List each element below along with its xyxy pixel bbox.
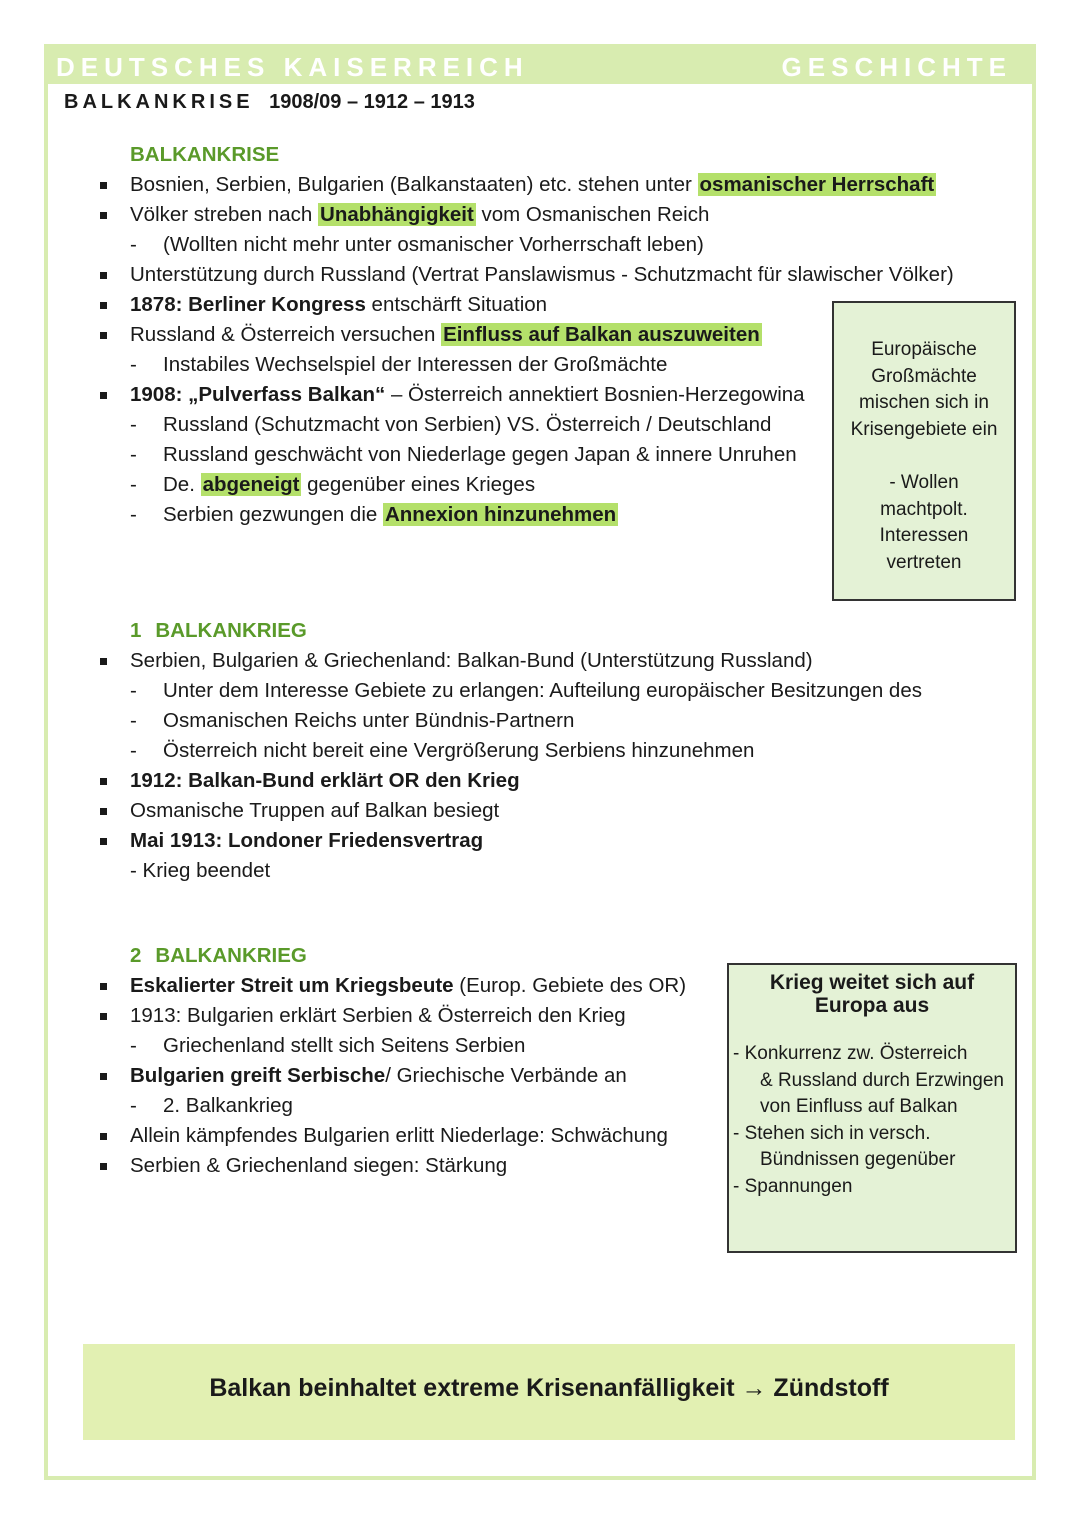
summary-banner: Balkan beinhaltet extreme Krisenanfälligkeit → Zündstoff <box>83 1344 1015 1440</box>
section-balkankrieg-2 <box>96 941 686 1181</box>
list-subitem: - De. abgeneigt gegenüber eines Krieges <box>96 470 954 500</box>
list-subitem: - Unter dem Interesse Gebiete zu erlangen: Aufteilung europäischer Besitzungen des <box>96 676 922 706</box>
list-subitem: - Österreich nicht bereit eine Vergrößerung Serbiens hinzunehmen <box>96 736 922 766</box>
list-item: 1912: Balkan-Bund erklärt OR den Krieg <box>96 766 922 796</box>
list-item: Bosnien, Serbien, Bulgarien (Balkanstaaten) etc. stehen unter osmanischer Herrschaft <box>96 170 954 200</box>
side-note-grossmaechte: Europäische Großmächte mischen sich in Krisengebiete ein - Wollen machtpolt. Interessen vertreten <box>832 301 1016 601</box>
list-item: Eskalierter Streit um Kriegsbeute (Europ. Gebiete des OR) <box>96 971 686 1001</box>
subtitle-label: BALKANKRISE <box>64 91 254 113</box>
list-subitem: - 2. Balkankrieg <box>96 1091 686 1121</box>
list-item: Serbien, Bulgarien & Griechenland: Balkan-Bund (Unterstützung Russland) <box>96 646 922 676</box>
list-item: Völker streben nach Unabhängigkeit vom Osmanischen Reich <box>96 200 954 230</box>
list-subitem: - Russland geschwächt von Niederlage gegen Japan & innere Unruhen <box>96 440 954 470</box>
list-subitem: - Griechenland stellt sich Seitens Serbien <box>96 1031 686 1061</box>
highlight: osmanischer Herrschaft <box>699 173 935 196</box>
header-bar <box>44 44 1036 84</box>
list-subitem: - Instabiles Wechselspiel der Interessen der Großmächte <box>96 350 954 380</box>
section-balkankrieg-1 <box>96 616 922 886</box>
subtitle-dates: 1908/09 – 1912 – 1913 <box>269 91 475 113</box>
list-item: Osmanische Truppen auf Balkan besiegt <box>96 796 922 826</box>
page-subtitle <box>64 91 475 114</box>
section-heading: 2 BALKANKRIEG <box>130 944 307 967</box>
highlight: Annexion hinzunehmen <box>384 503 617 526</box>
list-subitem: - Russland (Schutzmacht von Serbien) VS. Österreich / Deutschland <box>96 410 954 440</box>
section-heading: 1 BALKANKRIEG <box>130 619 307 642</box>
list-item: Bulgarien greift Serbische/ Griechische Verbände an <box>96 1061 686 1091</box>
list-item: Allein kämpfendes Bulgarien erlitt Niederlage: Schwächung <box>96 1121 686 1151</box>
highlight: Unabhängigkeit <box>320 203 474 226</box>
list-subitem: - (Wollten nicht mehr unter osmanischer Vorherrschaft leben) <box>96 230 954 260</box>
highlight: Einfluss auf Balkan auszuweiten <box>443 323 760 346</box>
list-item: 1908: „Pulverfass Balkan“ – Österreich annektiert Bosnien-Herzegowina <box>96 380 954 410</box>
list-item: Unterstützung durch Russland (Vertrat Panslawismus - Schutzmacht für slawischer Völker) <box>96 260 954 290</box>
side-note-europa: Krieg weitet sich auf Europa aus - Konkurrenz zw. Österreich & Russland durch Erzwingen von Einfluss auf Balkan - Stehen sich in versch. Bündnissen gegenüber - Spannungen <box>727 963 1017 1253</box>
list-subitem: - Serbien gezwungen die Annexion hinzunehmen <box>96 500 954 530</box>
section-balkankrise <box>96 140 954 530</box>
list-item: 1913: Bulgarien erklärt Serbien & Österreich den Krieg <box>96 1001 686 1031</box>
list-item: Mai 1913: Londoner Friedensvertrag <box>96 826 922 856</box>
list-item: Russland & Österreich versuchen Einfluss auf Balkan auszuweiten <box>96 320 954 350</box>
list-item: Serbien & Griechenland siegen: Stärkung <box>96 1151 686 1181</box>
box-title: Krieg weitet sich auf Europa aus <box>769 971 975 1017</box>
list-subitem: - Krieg beendet <box>130 859 271 882</box>
list-item: 1878: Berliner Kongress entschärft Situation <box>96 290 954 320</box>
header-topic: DEUTSCHES KAISERREICH <box>56 52 529 82</box>
header-subject: GESCHICHTE <box>781 52 1012 82</box>
highlight: abgeneigt <box>202 473 300 496</box>
section-heading: BALKANKRISE <box>130 143 280 166</box>
list-subitem: - Osmanischen Reichs unter Bündnis-Partnern <box>96 706 922 736</box>
